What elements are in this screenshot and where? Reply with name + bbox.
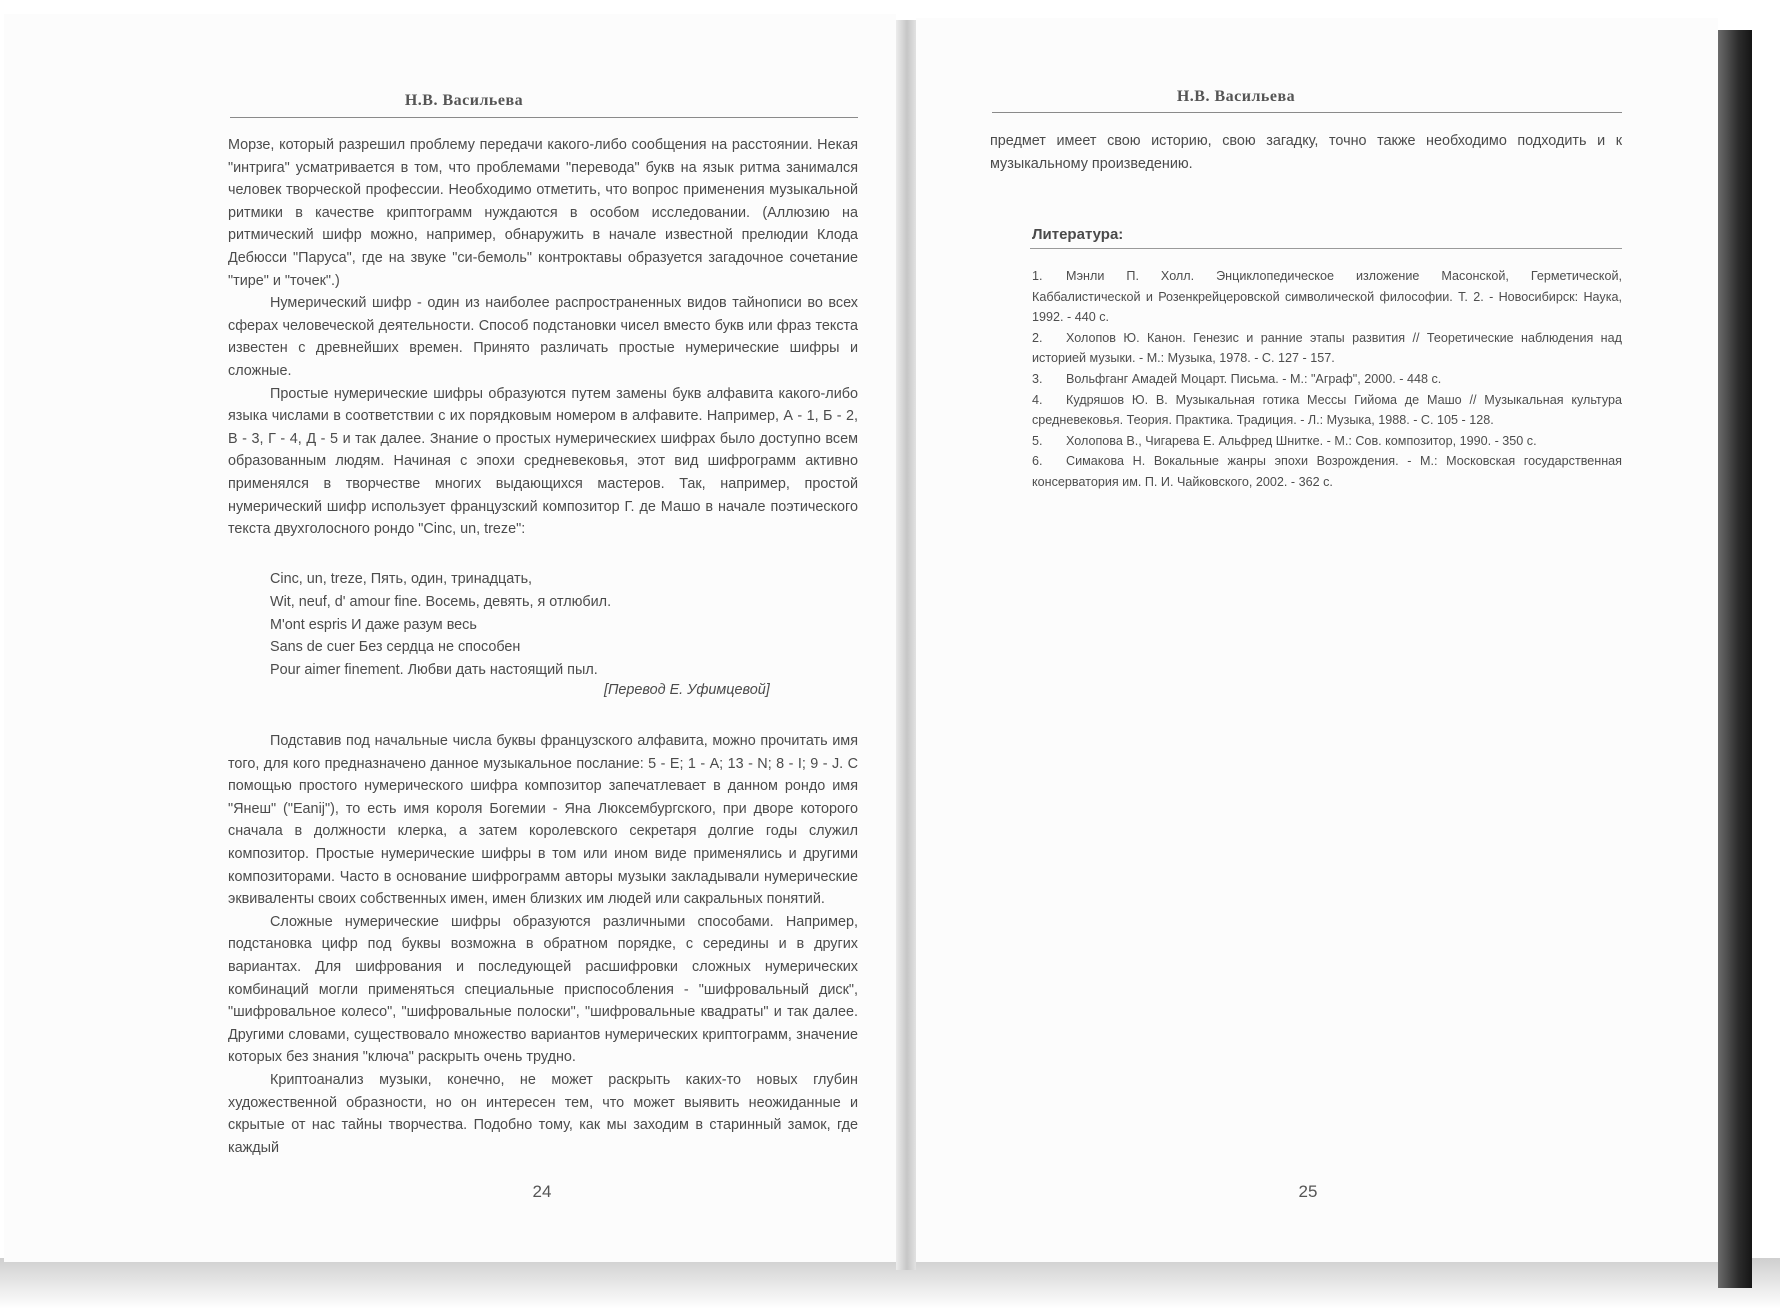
paragraph: Морзе, который разрешил проблему передачи какого-либо сообщения на расстоянии. Некая "интрига" усматривается в том, что проблемами "перевода" букв на язык ритма занимался человек творческой профессии. Необходимо отметить, что вопрос применения музыкальной ритмики в качестве криптограмм нуждаются в особом исследовании. (Аллюзию на ритмический шифр можно, например, обнаружить в начале известной прелюдии Клода Дебюсси "Паруса", где на звуке "си-бемоль" контроктавы образуется загадочное сочетание "тире" и "точек".) [228, 137, 858, 289]
reference-text: Кудряшов Ю. В. Музыкальная готика Мессы Гийома де Машо // Музыкальная культура средневековья. Теория. Практика. Традиция. - Л.: Музыка, 1988. - С. 105 - 128. [1032, 392, 1622, 428]
poem-line: Cinc, un, treze, Пять, один, тринадцать, [270, 571, 533, 587]
poem-line: Wit, neuf, d' amour fine. Восемь, девять, я отлюбил. [270, 593, 612, 610]
right-header-rule [992, 112, 1622, 113]
reference-number: 1. [1032, 269, 1043, 283]
paragraph: Криптоанализ музыки, конечно, не может раскрыть каких-то новых глубин художественной образности, но он интересен тем, что может выявить неожиданные и скрытые от нас тайны творчества. Подобно тому, как мы заходим в старинный замок, где каждый [228, 1071, 858, 1156]
reference-item [1032, 431, 1622, 452]
book-bottom-shadow [0, 1258, 1780, 1309]
book-cover-edge [1718, 30, 1752, 1288]
literature-heading: Литература: [1032, 226, 1124, 243]
reference-item [1032, 390, 1622, 431]
poem-line: Sans de cuer Без сердца не способен [270, 639, 521, 656]
reference-item [1032, 266, 1622, 328]
reference-text: Мэнли П. Холл. Энциклопедическое изложение Масонской, Герметической, Каббалистической и Розенкрейцеровской символической философии. Т. 2. - Новосибирск: Наука, 1992. - 440 с. [1032, 269, 1622, 325]
book-gutter [896, 20, 916, 1270]
right-page-number: 25 [1298, 1182, 1318, 1201]
poem-line: M'ont espris И даже разум весь [270, 616, 477, 633]
reference-number: 6. [1032, 454, 1043, 469]
poem-credit: [Перевод Е. Уфимцевой] [604, 682, 770, 698]
reference-text: Холопов Ю. Канон. Генезис и ранние этапы развития // Теоретические наблюдения над историей музыки. - М.: Музыка, 1978. - С. 127 - 157. [1032, 330, 1622, 366]
left-header-rule [230, 117, 858, 118]
poem [270, 568, 611, 682]
references-list [1032, 266, 1622, 493]
reference-text: Симакова Н. Вокальные жанры эпохи Возрождения. - М.: Московская государственная консерватория им. П. И. Чайковского, 2002. - 362 с. [1032, 454, 1622, 489]
reference-text: Холопова В., Чигарева Е. Альфред Шнитке. - М.: Сов. композитор, 1990. - 350 с. [1066, 433, 1537, 448]
reference-number: 4. [1032, 392, 1043, 407]
paragraph: Сложные нумерические шифры образуются различными способами. Например, подстановка цифр под буквы возможна в обратном порядке, с середины и в других вариантах. Для шифрования и последующей расшифровки сложных нумерических комбинаций могли применяться специальные приспособления - "шифровальный диск", "шифровальное колесо", "шифровальные полоски", "шифровальные квадраты" и так далее. Другими словами, существовало множество вариантов нумерических криптограмм, значение которых без знания "ключа" раскрыть очень трудно. [228, 913, 858, 1066]
paragraph: Нумерический шифр - один из наиболее распространенных видов тайнописи во всех сферах человеческой деятельности. Способ подстановки чисел вместо букв или фраз текста известен с древнейших времен. Принято различать простые нумерические шифры и сложные. [228, 295, 858, 379]
right-running-head: Н.В. Васильева [1176, 88, 1296, 105]
paragraph: Простые нумерические шифры образуются путем замены букв алфавита какого-либо языка числами в соответствии с их порядковым номером в алфавите. Например, А - 1, Б - 2, В - 3, Г - 4, Д - 5 и так далее. Знание о простых нумерическиех шифрах было доступно всем образованным людям. Начиная с эпохи средневековья, этот вид шифрограмм активно применялся в творчестве многих выдающихся мастеров. Так, например, простой нумерический шифр использует французский композитор Г. де Машо в начале поэтического текста двухголосного рондо "Cinc, un, treze": [228, 385, 858, 538]
left-running-head: Н.В. Васильева [404, 92, 524, 109]
reference-number: 5. [1032, 433, 1043, 448]
reference-number: 2. [1032, 330, 1043, 345]
left-text-top [228, 134, 858, 541]
reference-item [1032, 369, 1622, 390]
poem-line: Pour aimer finement. Любви дать настоящий пыл. [270, 662, 598, 679]
reference-number: 3. [1032, 371, 1043, 386]
left-page [4, 14, 896, 1262]
paragraph: Подставив под начальные числа буквы французского алфавита, можно прочитать имя того, для кого предназначено данное музыкальное послание: 5 - Е; 1 - А; 13 - N; 8 - I; 9 - J. С помощью простого нумерического шифра композитор запечатлевает в данном рондо имя "Янеш" ("Eanij"), то есть имя короля Богемии - Яна Люксембургского, при дворе которого сначала в должности клерка, а затем королевского секретаря долгие годы служил композитор. Простые нумерические шифры в том или ином виде применялись и другими композиторами. Часто в основание шифрограмм авторы музыки закладывали нумерические эквиваленты своих собственных имен, имен близких им людей или сакральных понятий. [228, 733, 858, 908]
left-text-bottom [228, 730, 858, 1159]
literature-rule [1030, 248, 1622, 249]
right-page [916, 18, 1718, 1262]
left-page-number: 24 [532, 1182, 552, 1201]
paragraph: предмет имеет свою историю, свою загадку, точно также необходимо подходить и к музыкальному произведению. [990, 133, 1622, 172]
reference-item [1032, 328, 1622, 369]
reference-item [1032, 451, 1622, 492]
reference-text: Вольфганг Амадей Моцарт. Письма. - М.: "Аграф", 2000. - 448 с. [1066, 371, 1442, 386]
right-text [990, 130, 1622, 175]
